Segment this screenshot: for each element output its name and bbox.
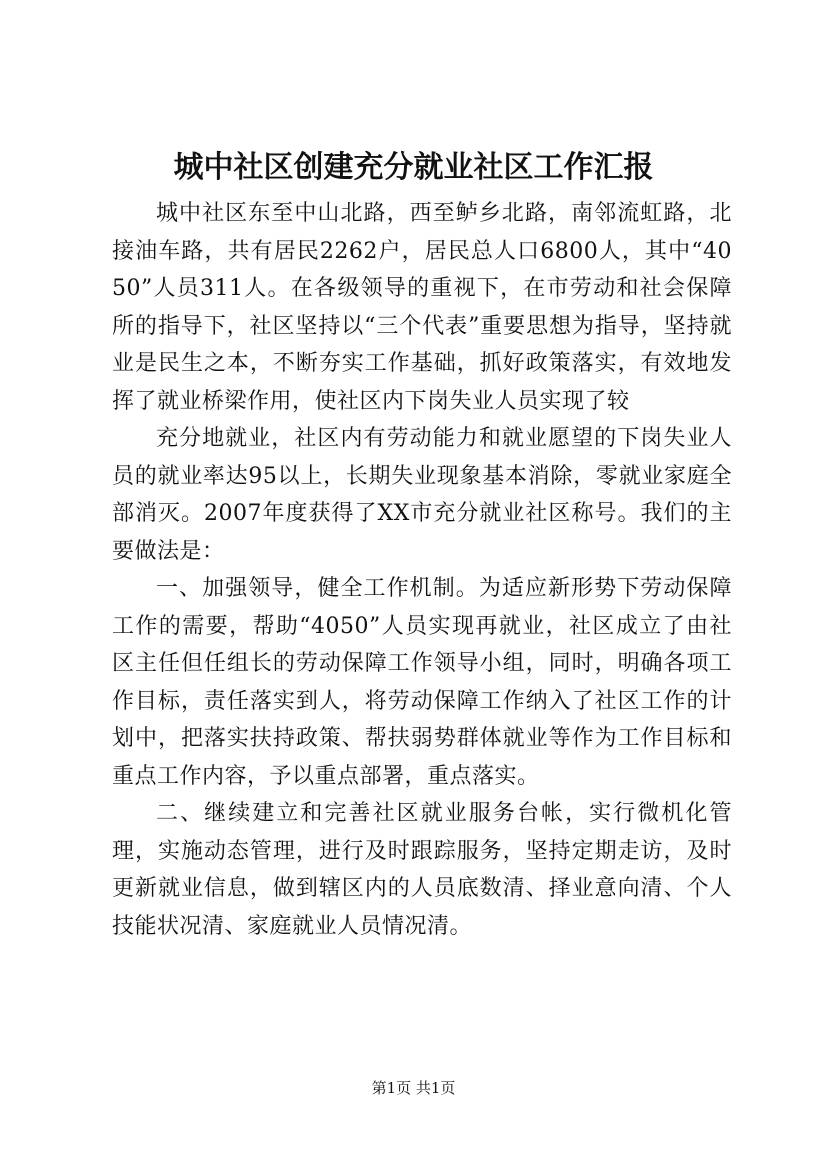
paragraph-leadership: 一、加强领导，健全工作机制。为适应新形势下劳动保障工作的需要，帮助“4050”人员实现再就业，社区成立了由社区主任但任组长的劳动保障工作领导小组，同时，明确各项工作目标，责任落实到人，将劳动保障工作纳入了社区工作的计划中，把落实扶持政策、帮扶弱势群体就业等作为工作目标和重点工作内容，予以重点部署，重点落实。 [112, 576, 732, 789]
paragraph-results: 充分地就业，社区内有劳动能力和就业愿望的下岗失业人员的就业率达95以上，长期失业现象基本消除，零就业家庭全部消灭。2007年度获得了XX市充分就业社区称号。我们的主要做法是： [112, 426, 732, 564]
page-number-footer: 第1页 共1页 [371, 1079, 456, 1097]
paragraph-intro: 城中社区东至中山北路，西至鲈乡北路，南邻流虹路，北接油车路，共有居民2262户，居民总人口6800人，其中“4050”人员311人。在各级领导的重视下，在市劳动和社会保障所的指导下，社区坚持以“三个代表”重要思想为指导，坚持就业是民生之本，不断夯实工作基础，抓好政策落实，有效地发挥了就业桥梁作用，使社区内下岗失业人员实现了较 [112, 201, 732, 414]
document-body [112, 195, 732, 945]
paragraph-service-ledger: 二、继续建立和完善社区就业服务台帐，实行微机化管理，实施动态管理，进行及时跟踪服务，坚持定期走访，及时更新就业信息，做到辖区内的人员底数清、择业意向清、个人技能状况清、家庭就业人员情况清。 [112, 801, 732, 939]
document-title: 城中社区创建充分就业社区工作汇报 [173, 150, 654, 185]
